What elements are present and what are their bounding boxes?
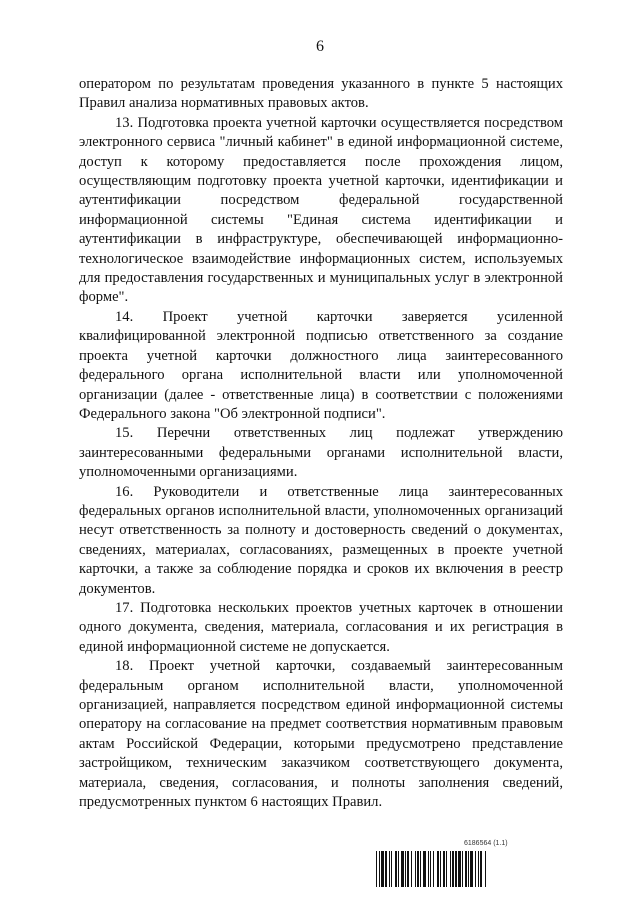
- paragraph-item-15: 15. Перечни ответственных лиц подлежат утверждению заинтересованными федеральными органами исполнительной власти, уполномоченными организациями.: [79, 425, 563, 481]
- paragraph-item-16: 16. Руководители и ответственные лица заинтересованных федеральных органов исполнительной власти, уполномоченных организаций несут ответственность за полноту и достоверность сведений о документах, сведениях, материалах, согласованиях, размещенных в проекте учетной карточки, а также за соблюдение порядка и сроков их включения в реестр документов.: [79, 483, 563, 597]
- barcode-caption: 6186564 (1.1): [464, 840, 508, 847]
- paragraph-continuation: оператором по результатам проведения указанного в пункте 5 настоящих Правил анализа нормативных правовых актов.: [79, 76, 563, 112]
- paragraph-item-13: 13. Подготовка проекта учетной карточки осуществляется посредством электронного сервиса "личный кабинет" в единой информационной системе, доступ к которому предоставляется после прохождения лицом, осуществляющим подготовку проекта учетной карточки, идентификации и аутентификации посредством федеральной государственной информационной системы "Единая система идентификации и аутентификации в инфраструктуре, обеспечивающей информационно-технологическое взаимодействие информационных систем, используемых для предоставления государственных и муниципальных услуг в электронной форме".: [79, 114, 563, 306]
- paragraph-item-18: 18. Проект учетной карточки, создаваемый заинтересованным федеральным органом исполнительной власти, уполномоченной организацией, направляется посредством единой информационной системы оператору на согласование на предмет соответствия нормативным правовым актам Российской Федерации, которыми предусмотрено представление застройщиком, техническим заказчиком соответствующего документа, материала, сведения, согласования, и полноты заполнения сведений, предусмотренных пунктом 6 настоящих Правил.: [79, 658, 563, 811]
- document-body: [79, 75, 563, 812]
- paragraph-item-17: 17. Подготовка нескольких проектов учетных карточек в отношении одного документа, сведения, материала, согласования и их регистрация в единой информационной системе не допускается.: [79, 599, 563, 655]
- document-barcode-block: [376, 840, 562, 890]
- paragraph-item-14: 14. Проект учетной карточки заверяется усиленной квалифицированной электронной подписью ответственного за создание проекта учетной карточки должностного лица заинтересованного федерального органа исполнительной власти или уполномоченной организации (далее - ответственные лица) в соответствии с положениями Федерального закона "Об электронной подписи".: [79, 308, 563, 422]
- barcode-image: [376, 851, 562, 887]
- page-number: 6: [316, 38, 324, 55]
